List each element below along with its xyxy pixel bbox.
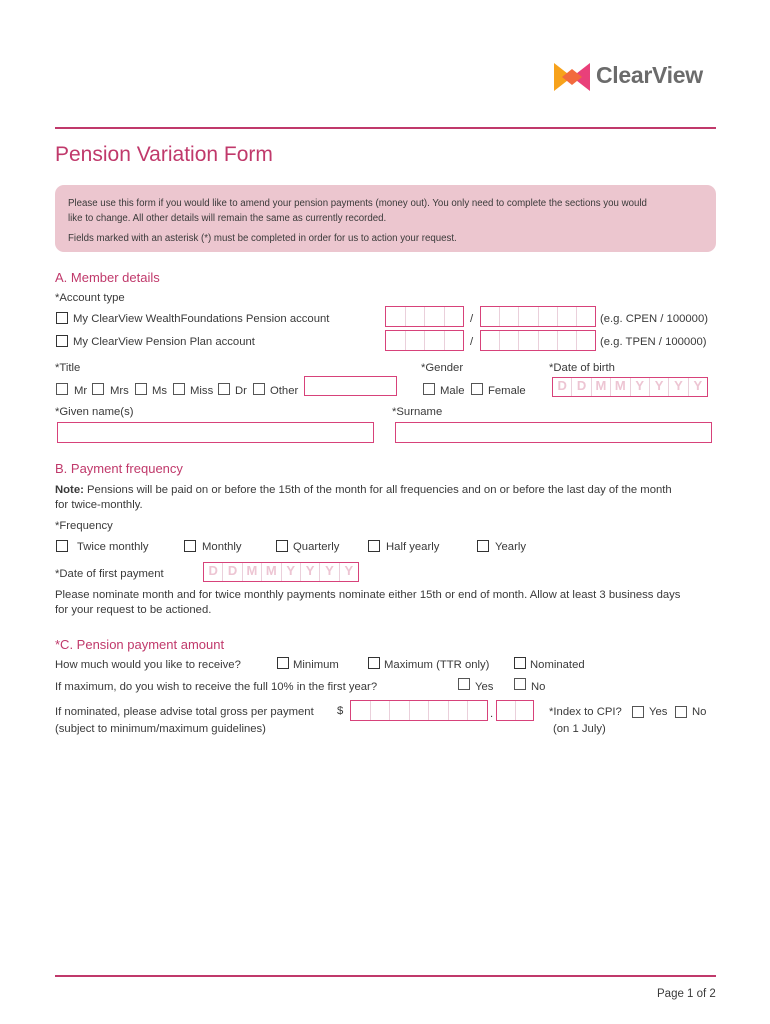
freq-quarterly-checkbox[interactable] [276, 540, 288, 552]
logo-wordmark: ClearView [596, 62, 703, 88]
title-ms-checkbox[interactable] [135, 383, 147, 395]
freq-yearly-label: Yearly [495, 541, 526, 553]
title-ms-label: Ms [152, 385, 168, 397]
maximum-yes-checkbox[interactable] [458, 678, 470, 690]
dob-digit: D [553, 378, 572, 396]
cpi-no-checkbox[interactable] [675, 706, 687, 718]
first-payment-digit: Y [282, 563, 301, 581]
amount-minimum-label: Minimum [293, 659, 339, 671]
freq-monthly-checkbox[interactable] [184, 540, 196, 552]
dollar-sign: $ [337, 705, 344, 717]
first-payment-digit: M [262, 563, 281, 581]
account-type-label: *Account type [55, 292, 125, 304]
gender-female-label: Female [488, 385, 526, 397]
amount-minimum-checkbox[interactable] [277, 657, 289, 669]
given-names-field[interactable] [57, 422, 374, 443]
intro-text-2: like to change. All other details will remain the same as currently recorded. [68, 213, 387, 224]
bottom-divider [55, 975, 716, 977]
page-number: Page 1 of 2 [657, 988, 716, 1000]
top-divider [55, 127, 716, 129]
nominated-dollars-field[interactable] [350, 700, 488, 721]
amount-nominated-checkbox[interactable] [514, 657, 526, 669]
account-2-label: My ClearView Pension Plan account [73, 336, 255, 348]
title-mr-checkbox[interactable] [56, 383, 68, 395]
nominated-cents-field[interactable] [496, 700, 534, 721]
nominated-text-2: (subject to minimum/maximum guidelines) [55, 723, 266, 735]
dob-digit: Y [693, 378, 703, 393]
page-title: Pension Variation Form [55, 143, 273, 166]
dob-field[interactable] [552, 377, 708, 397]
clearview-logo [554, 61, 718, 93]
title-mr-label: Mr [74, 385, 88, 397]
clearview-logo-mark [554, 61, 590, 93]
freq-twice-monthly-checkbox[interactable] [56, 540, 68, 552]
nominate-text-2: for your request to be actioned. [55, 604, 212, 616]
freq-half-yearly-label: Half yearly [386, 541, 440, 553]
title-label: *Title [55, 362, 81, 374]
account-1-checkbox[interactable] [56, 312, 68, 324]
given-names-label: *Given name(s) [55, 406, 134, 418]
dob-digit: Y [631, 378, 650, 396]
title-mrs-checkbox[interactable] [92, 383, 104, 395]
amount-nominated-label: Nominated [530, 659, 585, 671]
freq-quarterly-label: Quarterly [293, 541, 340, 553]
title-other-field[interactable] [304, 376, 397, 396]
freq-yearly-checkbox[interactable] [477, 540, 489, 552]
freq-twice-monthly-label: Twice monthly [77, 541, 149, 553]
account-1-prefix-field[interactable] [385, 306, 464, 327]
dob-digit: Y [650, 378, 669, 396]
gender-male-label: Male [440, 385, 465, 397]
title-other-label: Other [270, 385, 299, 397]
dob-label: *Date of birth [549, 362, 615, 374]
title-miss-checkbox[interactable] [173, 383, 185, 395]
first-payment-digit: D [223, 563, 242, 581]
intro-panel [55, 185, 716, 252]
first-payment-field[interactable] [203, 562, 359, 582]
freq-monthly-label: Monthly [202, 541, 242, 553]
first-payment-digit: M [243, 563, 262, 581]
frequency-label: *Frequency [55, 520, 113, 532]
cpi-no-label: No [692, 706, 707, 718]
account-1-number-field[interactable] [480, 306, 596, 327]
amount-maximum-label: Maximum (TTR only) [384, 659, 490, 671]
section-b-heading: B. Payment frequency [55, 461, 183, 476]
how-much-label: How much would you like to receive? [55, 659, 241, 671]
section-a-heading: A. Member details [55, 270, 160, 285]
title-dr-label: Dr [235, 385, 247, 397]
account-1-label: My ClearView WealthFoundations Pension account [73, 313, 330, 325]
gender-female-checkbox[interactable] [471, 383, 483, 395]
intro-text-3: Fields marked with an asterisk (*) must be completed in order for us to action your request. [68, 233, 457, 244]
account-1-slash: / [470, 313, 474, 325]
cpi-label-2: (on 1 July) [553, 723, 606, 735]
freq-half-yearly-checkbox[interactable] [368, 540, 380, 552]
title-miss-label: Miss [190, 385, 214, 397]
title-other-checkbox[interactable] [253, 383, 265, 395]
maximum-no-checkbox[interactable] [514, 678, 526, 690]
decimal-point: . [490, 708, 494, 720]
account-2-prefix-field[interactable] [385, 330, 464, 351]
note-text: Pensions will be paid on or before the 15th of the month for all frequencies and on or before the last day of the month [83, 484, 672, 496]
nominated-text-1: If nominated, please advise total gross per payment [55, 706, 314, 718]
frequency-note-2: for twice-monthly. [55, 499, 143, 511]
surname-label: *Surname [392, 406, 443, 418]
dob-digit: M [611, 378, 630, 396]
title-dr-checkbox[interactable] [218, 383, 230, 395]
intro-text-1: Please use this form if you would like to amend your pension payments (money out). You only need to complete the sections you would [68, 198, 647, 209]
first-payment-digit: Y [301, 563, 320, 581]
account-2-slash: / [470, 336, 474, 348]
maximum-question: If maximum, do you wish to receive the full 10% in the first year? [55, 681, 378, 693]
account-1-example: (e.g. CPEN / 100000) [600, 313, 709, 325]
account-2-number-field[interactable] [480, 330, 596, 351]
section-c-heading: *C. Pension payment amount [55, 637, 225, 652]
first-payment-digit: Y [344, 563, 354, 578]
cpi-label-1: *Index to CPI? [549, 706, 622, 718]
dob-digit: M [592, 378, 611, 396]
dob-digit: Y [669, 378, 688, 396]
amount-maximum-checkbox[interactable] [368, 657, 380, 669]
gender-label: *Gender [421, 362, 464, 374]
frequency-note-1 [55, 484, 672, 496]
maximum-no-label: No [531, 681, 546, 693]
note-bold: Note: [55, 484, 84, 496]
cpi-yes-label: Yes [649, 706, 668, 718]
title-mrs-label: Mrs [110, 385, 129, 397]
dob-digit: D [572, 378, 591, 396]
nominate-text-1: Please nominate month and for twice monthly payments nominate either 15th or end of month. Allow at least 3 business days [55, 589, 681, 601]
cpi-yes-checkbox[interactable] [632, 706, 644, 718]
first-payment-digit: D [204, 563, 223, 581]
first-payment-digit: Y [320, 563, 339, 581]
maximum-yes-label: Yes [475, 681, 494, 693]
account-2-checkbox[interactable] [56, 335, 68, 347]
gender-male-checkbox[interactable] [423, 383, 435, 395]
surname-field[interactable] [395, 422, 712, 443]
first-payment-label: *Date of first payment [55, 568, 164, 580]
account-2-example: (e.g. TPEN / 100000) [600, 336, 707, 348]
